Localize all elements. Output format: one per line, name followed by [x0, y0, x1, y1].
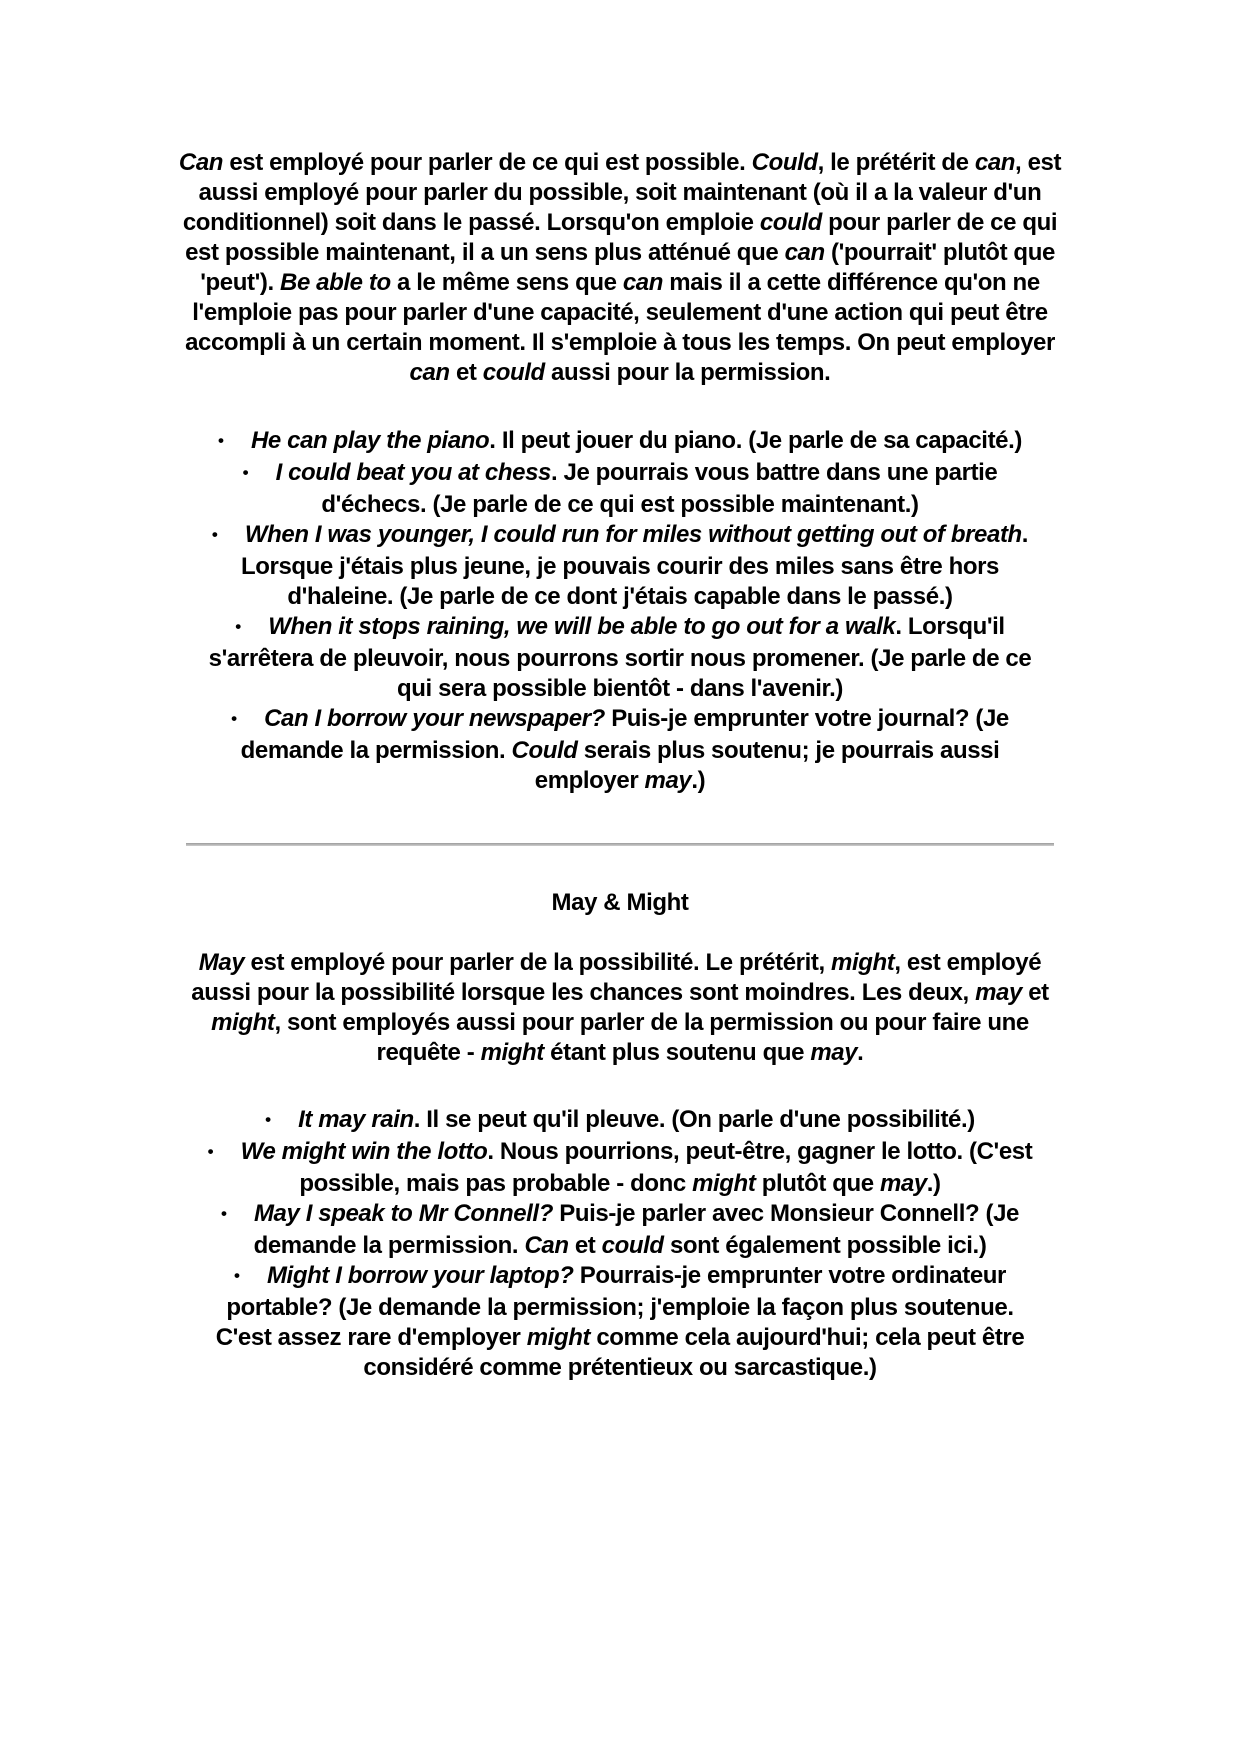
list-item-text: Can I borrow your newspaper? Puis-je emprunter votre journal? (Je demande la permission. Could serais plus soutenu; je pourrais aussi employer may.): [240, 705, 1009, 794]
can-could-example-list: [168, 426, 1072, 796]
list-item: [204, 520, 1036, 612]
list-item: [204, 1137, 1036, 1199]
list-item-text: He can play the piano. Il peut jouer du piano. (Je parle de sa capacité.): [250, 427, 1022, 454]
may-might-example-list: [168, 1105, 1072, 1383]
may-might-heading: May & Might: [551, 889, 689, 916]
bullet-icon: •: [211, 525, 218, 544]
list-item-text: Might I borrow your laptop? Pourrais-je emprunter votre ordinateur portable? (Je demande la permission; j'emploie la façon plus soutenue. C'est assez rare d'employer might comme cela aujourd'hui; cela peut être considéré comme prétentieux ou sarcastique.): [215, 1262, 1025, 1381]
list-item-text: I could beat you at chess. Je pourrais vous battre dans une partie d'échecs. (Je parle de ce qui est possible maintenant.): [275, 459, 998, 518]
bullet-icon: •: [265, 1110, 272, 1129]
list-item-text: When I was younger, I could run for miles without getting out of breath. Lorsque j'étais plus jeune, je pouvais courir des miles sans être hors d'haleine. (Je parle de ce dont j'étais capable dans le passé.): [241, 521, 1029, 610]
list-item: [204, 1261, 1036, 1383]
bullet-icon: •: [234, 1266, 240, 1285]
list-item-text: May I speak to Mr Connell? Puis-je parler avec Monsieur Connell? (Je demande la permission. Can et could sont également possible ici.): [253, 1200, 1019, 1259]
bullet-icon: •: [218, 431, 224, 450]
list-item-text: We might win the lotto. Nous pourrions, peut-être, gagner le lotto. (C'est possible, mais pas probable - donc might plutôt que may.): [240, 1138, 1033, 1197]
list-item: [204, 1199, 1036, 1261]
bullet-icon: •: [235, 617, 242, 636]
list-item: [204, 458, 1036, 520]
list-item: [204, 1105, 1036, 1137]
list-item-text: It may rain. Il se peut qu'il pleuve. (On parle d'une possibilité.): [298, 1106, 975, 1133]
bullet-icon: •: [221, 1204, 227, 1223]
bullet-icon: •: [207, 1142, 214, 1161]
section-divider: [186, 843, 1054, 846]
list-item: [204, 704, 1036, 796]
bullet-icon: •: [231, 709, 238, 728]
may-might-intro-paragraph: May est employé pour parler de la possibilité. Le prétérit, might, est employé aussi pour la possibilité lorsque les chances sont moindres. Les deux, may et might, sont employés aussi pour parler de la permission ou pour faire une requête - might étant plus soutenu que may.: [191, 949, 1049, 1066]
list-item: [204, 426, 1036, 458]
bullet-icon: •: [242, 463, 249, 482]
list-item: [204, 612, 1036, 704]
can-could-intro-paragraph: Can est employé pour parler de ce qui est possible. Could, le prétérit de can, est aussi employé pour parler du possible, soit maintenant (où il a la valeur d'un conditionnel) soit dans le passé. Lorsqu'on emploie could pour parler de ce qui est possible maintenant, il a un sens plus atténué que can ('pourrait' plutôt que 'peut'). Be able to a le même sens que can mais il a cette différence qu'on ne l'emploie pas pour parler d'une capacité, seulement d'une action qui peut être accompli à un certain moment. Il s'emploie à tous les temps. On peut employer can et could aussi pour la permission.: [178, 149, 1062, 386]
list-item-text: When it stops raining, we will be able to go out for a walk. Lorsqu'il s'arrêtera de pleuvoir, nous pourrons sortir nous promener. (Je parle de ce qui sera possible bientôt - dans l'avenir.): [208, 613, 1032, 702]
